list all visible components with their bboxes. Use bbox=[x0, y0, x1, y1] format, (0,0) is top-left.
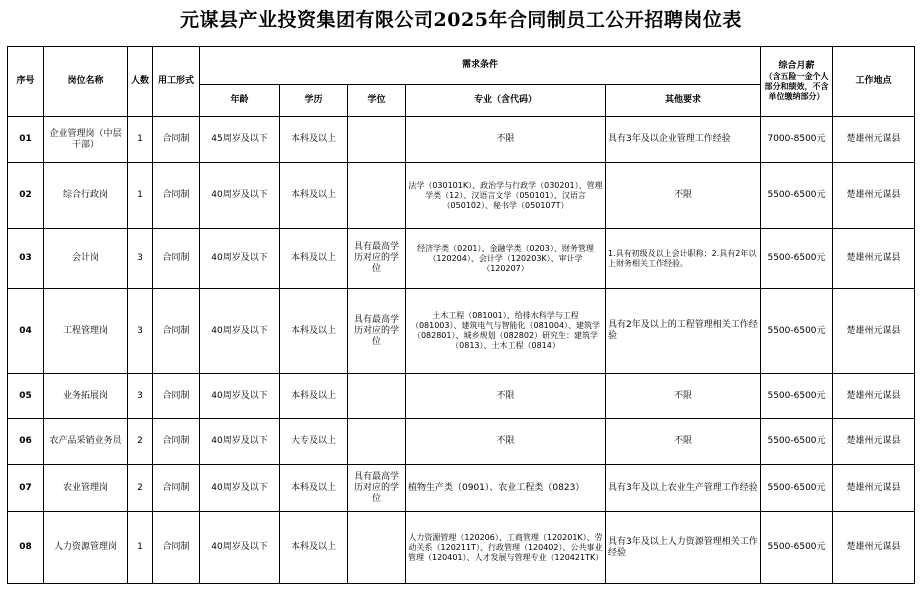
cell-salary: 5500-6500元 bbox=[761, 465, 833, 512]
cell-other: 不限 bbox=[606, 374, 761, 419]
cell-salary: 5500-6500元 bbox=[761, 419, 833, 465]
cell-position: 工程管理岗 bbox=[44, 289, 128, 374]
cell-location: 楚雄州元谋县 bbox=[833, 465, 915, 512]
cell-age: 45周岁及以下 bbox=[200, 117, 280, 163]
cell-other: 不限 bbox=[606, 419, 761, 465]
cell-count: 3 bbox=[128, 374, 153, 419]
header-age: 年龄 bbox=[200, 85, 280, 117]
cell-position: 企业管理岗（中层干部） bbox=[44, 117, 128, 163]
cell-major: 植物生产类（0901）、农业工程类（0823） bbox=[406, 465, 606, 512]
header-position: 岗位名称 bbox=[44, 47, 128, 117]
header-count: 人数 bbox=[128, 47, 153, 117]
cell-count: 3 bbox=[128, 229, 153, 289]
header-requirements: 需求条件 bbox=[200, 47, 761, 85]
cell-position: 会计岗 bbox=[44, 229, 128, 289]
cell-count: 2 bbox=[128, 419, 153, 465]
cell-location: 楚雄州元谋县 bbox=[833, 117, 915, 163]
cell-other: 不限 bbox=[606, 163, 761, 229]
cell-count: 3 bbox=[128, 289, 153, 374]
header-degree: 学位 bbox=[348, 85, 406, 117]
header-education: 学历 bbox=[280, 85, 348, 117]
cell-seq: 04 bbox=[8, 289, 44, 374]
cell-age: 40周岁及以下 bbox=[200, 374, 280, 419]
cell-other: 具有3年及以企业管理工作经验 bbox=[606, 117, 761, 163]
cell-salary: 5500-6500元 bbox=[761, 289, 833, 374]
cell-major: 人力资源管理（120206）、工商管理（120201K）、劳动关系（120211T）、行政管理（120402）、公共事业管理（120401）、人才发展与管理专业（120421TK） bbox=[406, 512, 606, 584]
table-row bbox=[8, 512, 915, 584]
header-employment-type: 用工形式 bbox=[153, 47, 200, 117]
cell-major: 不限 bbox=[406, 117, 606, 163]
table-row bbox=[8, 117, 915, 163]
cell-education: 本科及以上 bbox=[280, 374, 348, 419]
cell-seq: 02 bbox=[8, 163, 44, 229]
cell-degree: 具有最高学历对应的学位 bbox=[348, 229, 406, 289]
cell-major: 不限 bbox=[406, 419, 606, 465]
cell-type: 合同制 bbox=[153, 465, 200, 512]
cell-other: 具有3年及以上人力资源管理相关工作经验 bbox=[606, 512, 761, 584]
cell-age: 40周岁及以下 bbox=[200, 512, 280, 584]
header-salary-note: （含五险一金个人部分和绩效，不含单位缴纳部分） bbox=[764, 72, 829, 101]
table-row bbox=[8, 229, 915, 289]
cell-seq: 01 bbox=[8, 117, 44, 163]
cell-age: 40周岁及以下 bbox=[200, 419, 280, 465]
cell-age: 40周岁及以下 bbox=[200, 465, 280, 512]
table-row bbox=[8, 289, 915, 374]
cell-other: 具有2年及以上的工程管理相关工作经验 bbox=[606, 289, 761, 374]
page-title: 元谋县产业投资集团有限公司2025年合同制员工公开招聘岗位表 bbox=[180, 9, 742, 31]
cell-position: 人力资源管理岗 bbox=[44, 512, 128, 584]
cell-degree bbox=[348, 419, 406, 465]
cell-salary: 5500-6500元 bbox=[761, 374, 833, 419]
table-row bbox=[8, 465, 915, 512]
cell-seq: 05 bbox=[8, 374, 44, 419]
table-row bbox=[8, 419, 915, 465]
cell-position: 农业管理岗 bbox=[44, 465, 128, 512]
cell-education: 本科及以上 bbox=[280, 512, 348, 584]
cell-degree bbox=[348, 374, 406, 419]
cell-degree bbox=[348, 512, 406, 584]
cell-position: 农产品采销业务员 bbox=[44, 419, 128, 465]
recruitment-table bbox=[7, 46, 915, 584]
cell-age: 40周岁及以下 bbox=[200, 289, 280, 374]
cell-type: 合同制 bbox=[153, 163, 200, 229]
header-salary-title: 综合月薪 bbox=[778, 61, 815, 71]
cell-location: 楚雄州元谋县 bbox=[833, 163, 915, 229]
cell-education: 本科及以上 bbox=[280, 117, 348, 163]
cell-type: 合同制 bbox=[153, 512, 200, 584]
cell-education: 本科及以上 bbox=[280, 465, 348, 512]
cell-location: 楚雄州元谋县 bbox=[833, 512, 915, 584]
cell-major: 不限 bbox=[406, 374, 606, 419]
cell-education: 大专及以上 bbox=[280, 419, 348, 465]
cell-major: 经济学类（0201）、金融学类（0203）、财务管理（120204）、会计学（120203K）、审计学（120207） bbox=[406, 229, 606, 289]
cell-salary: 5500-6500元 bbox=[761, 163, 833, 229]
cell-seq: 03 bbox=[8, 229, 44, 289]
cell-seq: 06 bbox=[8, 419, 44, 465]
header-other: 其他要求 bbox=[606, 85, 761, 117]
cell-education: 本科及以上 bbox=[280, 289, 348, 374]
cell-count: 1 bbox=[128, 117, 153, 163]
cell-other: 1.具有初级及以上会计职称；2.具有2年以上财务相关工作经验。 bbox=[606, 229, 761, 289]
cell-type: 合同制 bbox=[153, 289, 200, 374]
cell-type: 合同制 bbox=[153, 229, 200, 289]
cell-other: 具有3年及以上农业生产管理工作经验 bbox=[606, 465, 761, 512]
cell-age: 40周岁及以下 bbox=[200, 163, 280, 229]
cell-education: 本科及以上 bbox=[280, 229, 348, 289]
table-row bbox=[8, 374, 915, 419]
cell-salary: 5500-6500元 bbox=[761, 229, 833, 289]
cell-count: 1 bbox=[128, 163, 153, 229]
header-location: 工作地点 bbox=[833, 47, 915, 117]
header-salary bbox=[761, 47, 833, 117]
cell-degree: 具有最高学历对应的学位 bbox=[348, 289, 406, 374]
cell-location: 楚雄州元谋县 bbox=[833, 229, 915, 289]
cell-type: 合同制 bbox=[153, 374, 200, 419]
cell-education: 本科及以上 bbox=[280, 163, 348, 229]
table-row bbox=[8, 163, 915, 229]
cell-type: 合同制 bbox=[153, 419, 200, 465]
cell-seq: 07 bbox=[8, 465, 44, 512]
cell-location: 楚雄州元谋县 bbox=[833, 374, 915, 419]
header-major: 专业（含代码） bbox=[406, 85, 606, 117]
cell-degree: 具有最高学历对应的学位 bbox=[348, 465, 406, 512]
cell-position: 综合行政岗 bbox=[44, 163, 128, 229]
header-seq: 序号 bbox=[8, 47, 44, 117]
cell-seq: 08 bbox=[8, 512, 44, 584]
cell-count: 2 bbox=[128, 465, 153, 512]
cell-salary: 7000-8500元 bbox=[761, 117, 833, 163]
cell-major: 法学（030101K）、政治学与行政学（030201）、管理学类（12）、汉语言文学（050101）、汉语言（050102）、秘书学（050107T） bbox=[406, 163, 606, 229]
cell-count: 1 bbox=[128, 512, 153, 584]
cell-age: 40周岁及以下 bbox=[200, 229, 280, 289]
cell-location: 楚雄州元谋县 bbox=[833, 289, 915, 374]
cell-location: 楚雄州元谋县 bbox=[833, 419, 915, 465]
cell-type: 合同制 bbox=[153, 117, 200, 163]
cell-degree bbox=[348, 163, 406, 229]
cell-degree bbox=[348, 117, 406, 163]
cell-position: 业务拓展岗 bbox=[44, 374, 128, 419]
cell-salary: 5500-6500元 bbox=[761, 512, 833, 584]
cell-major: 土木工程（081001）、给排水科学与工程（081003）、建筑电气与智能化（081004）、建筑学（082801）、城乡规划（082802）研究生：建筑学（0813）、土木工程（0814） bbox=[406, 289, 606, 374]
